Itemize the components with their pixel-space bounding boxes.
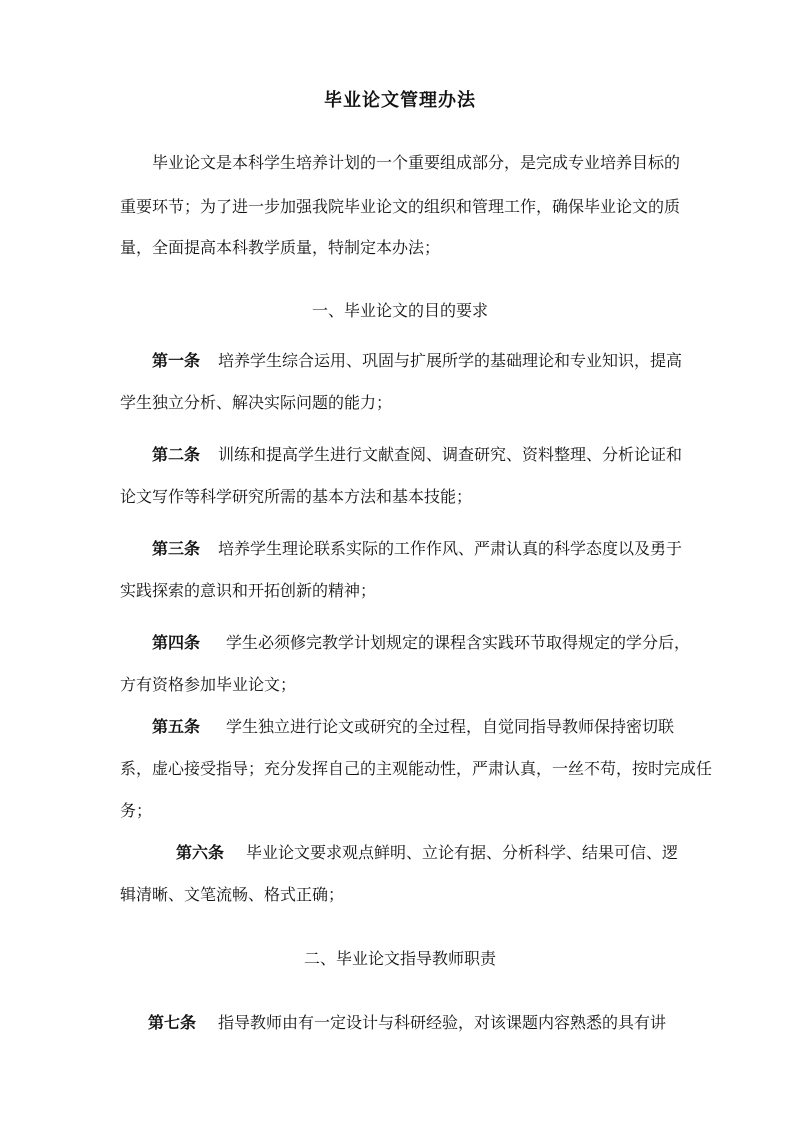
article-5-line-3: 务； [120, 801, 153, 820]
article-2-line-2: 论文写作等科学研究所需的基本方法和基本技能； [120, 487, 473, 506]
article-6-line-1: 第六条 毕业论文要求观点鲜明、立论有据、分析科学、结果可信、逻 [176, 843, 679, 862]
intro-line-3: 量，全面提高本科教学质量，特制定本办法； [120, 238, 441, 257]
doc-title: 毕业论文管理办法 [324, 90, 476, 111]
article-5-line-2: 系，虚心接受指导；充分发挥自己的主观能动性，严肃认真，一丝不苟，按时完成任 [120, 759, 713, 778]
article-3-line-1: 第三条 培养学生理论联系实际的工作作风、严肃认真的科学态度以及勇于 [152, 539, 683, 558]
article-4-line-1: 第四条 学生必须修完教学计划规定的课程含实践环节取得规定的学分后， [152, 633, 691, 652]
article-5-line-1: 第五条 学生独立进行论文或研究的全过程，自觉同指导教师保持密切联 [152, 717, 675, 736]
article-6-label: 第六条 [176, 843, 225, 862]
article-1-line-1: 第一条 培养学生综合运用、巩固与扩展所学的基础理论和专业知识，提高 [152, 351, 683, 370]
article-2-label: 第二条 [152, 445, 201, 464]
section-heading-1: 一、毕业论文的目的要求 [311, 301, 488, 320]
article-1-line-2: 学生独立分析、解决实际问题的能力； [120, 393, 393, 412]
article-5-label: 第五条 [152, 717, 201, 736]
article-4-line-2: 方有资格参加毕业论文； [120, 675, 297, 694]
intro-line-1: 毕业论文是本科学生培养计划的一个重要组成部分，是完成专业培养目标的 [152, 153, 681, 172]
article-7-label: 第七条 [148, 1013, 197, 1032]
article-3-label: 第三条 [152, 539, 201, 558]
article-4-label: 第四条 [152, 633, 201, 652]
article-6-line-2: 辑清晰、文笔流畅、格式正确； [120, 885, 345, 904]
article-2-line-1: 第二条 训练和提高学生进行文献查阅、调查研究、资料整理、分析论证和 [152, 445, 683, 464]
article-1-label: 第一条 [152, 351, 201, 370]
section-heading-2: 二、毕业论文指导教师职责 [303, 949, 496, 968]
intro-line-2: 重要环节；为了进一步加强我院毕业论文的组织和管理工作，确保毕业论文的质 [120, 197, 681, 216]
article-7-line-1: 第七条 指导教师由有一定设计与科研经验，对该课题内容熟悉的具有讲 [148, 1013, 667, 1032]
article-3-line-2: 实践探索的意识和开拓创新的精神； [120, 581, 377, 600]
